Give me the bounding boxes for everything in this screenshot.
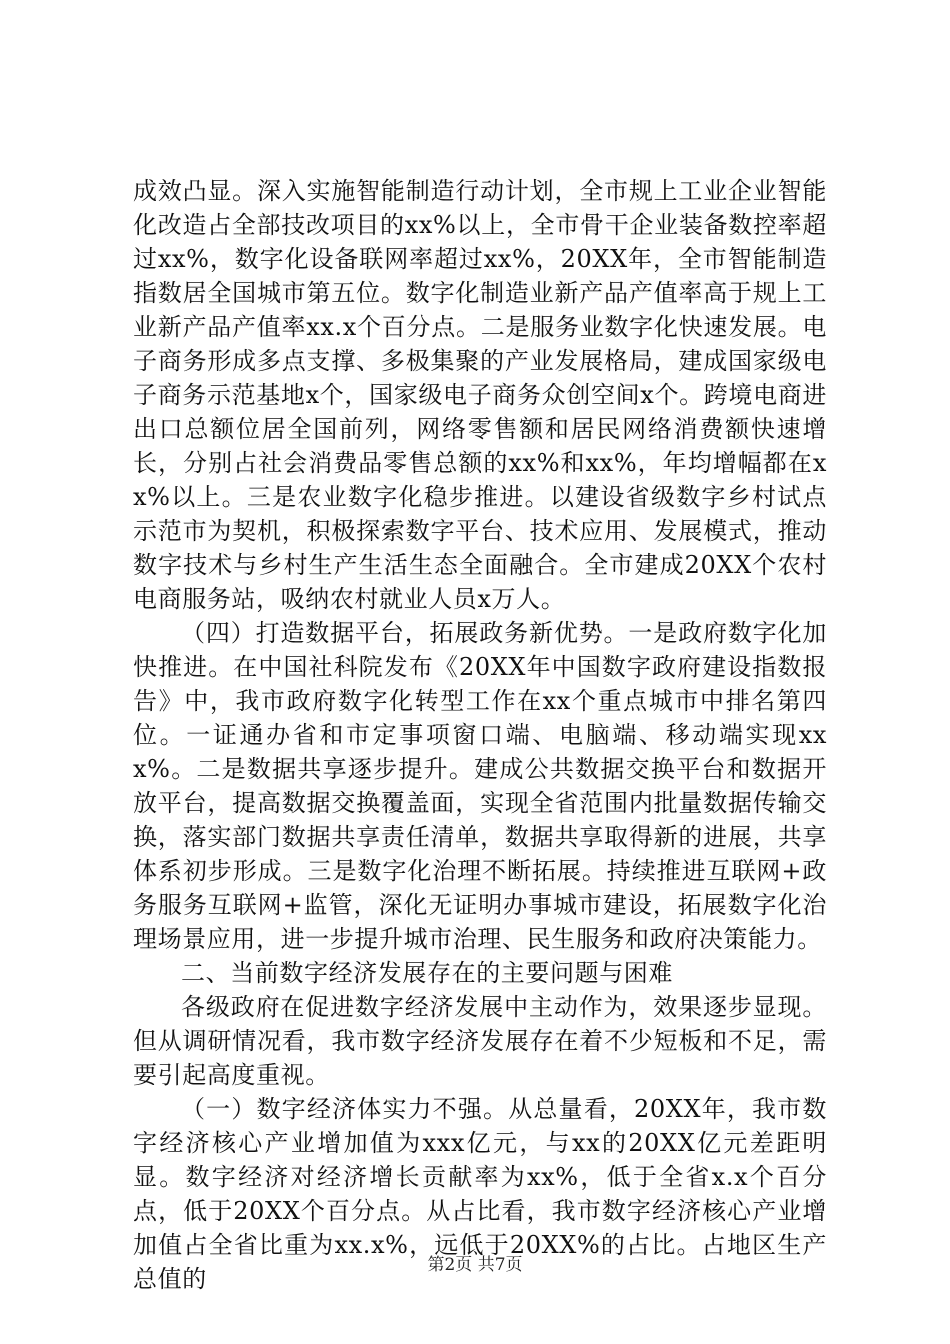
paragraph-1: 成效凸显。深入实施智能制造行动计划，全市规上工业企业智能化改造占全部技改项目的xx%以上，全市骨干企业装备数控率超过xx%，数字化设备联网率超过xx%，20XX年，全市智能制造指数居全国城市第五位。数字化制造业新产品产值率高于规上工业新产品产值率xx.x个百分点。二是服务业数字化快速发展。电子商务形成多点支撑、多极集聚的产业发展格局，建成国家级电子商务示范基地x个，国家级电子商务众创空间x个。跨境电商进出口总额位居全国前列，网络零售额和居民网络消费额快速增长，分别占社会消费品零售总额的xx%和xx%，年均增幅都在xx%以上。三是农业数字化稳步推进。以建设省级数字乡村试点示范市为契机，积极探索数字平台、技术应用、发展模式，推动数字技术与乡村生产生活生态全面融合。全市建成20XX个农村电商服务站，吸纳农村就业人员x万人。 [133, 177, 827, 613]
section-heading: 二、当前数字经济发展存在的主要问题与困难 [181, 959, 673, 987]
paragraph-2: （四）打造数据平台，拓展政务新优势。一是政府数字化加快推进。在中国社科院发布《20XX年中国数字政府建设指数报告》中，我市政府数字化转型工作在xx个重点城市中排名第四位。一证通办省和市定事项窗口端、电脑端、移动端实现xxx%。二是数据共享逐步提升。建成公共数据交换平台和数据开放平台，提高数据交换覆盖面，实现全省范围内批量数据传输交换，落实部门数据共享责任清单，数据共享取得新的进展，共享体系初步形成。三是数字化治理不断拓展。持续推进互联网+政务服务互联网+监管，深化无证明办事城市建设，拓展数字化治理场景应用，进一步提升城市治理、民生服务和政府决策能力。 [133, 619, 827, 953]
paragraph-3: 各级政府在促进数字经济发展中主动作为，效果逐步显现。但从调研情况看，我市数字经济发展存在着不少短板和不足，需要引起高度重视。 [133, 993, 827, 1089]
document-body [133, 174, 827, 1296]
page-footer: 第2页 共7页 [427, 1255, 523, 1275]
paragraph-4: （一）数字经济体实力不强。从总量看，20XX年，我市数字经济核心产业增加值为xxx亿元，与xx的20XX亿元差距明显。数字经济对经济增长贡献率为xx%，低于全省x.x个百分点，低于20XX个百分点。从占比看，我市数字经济核心产业增加值占全省比重为xx.x%，远低于20XX%的占比。占地区生产总值的 [133, 1095, 827, 1293]
